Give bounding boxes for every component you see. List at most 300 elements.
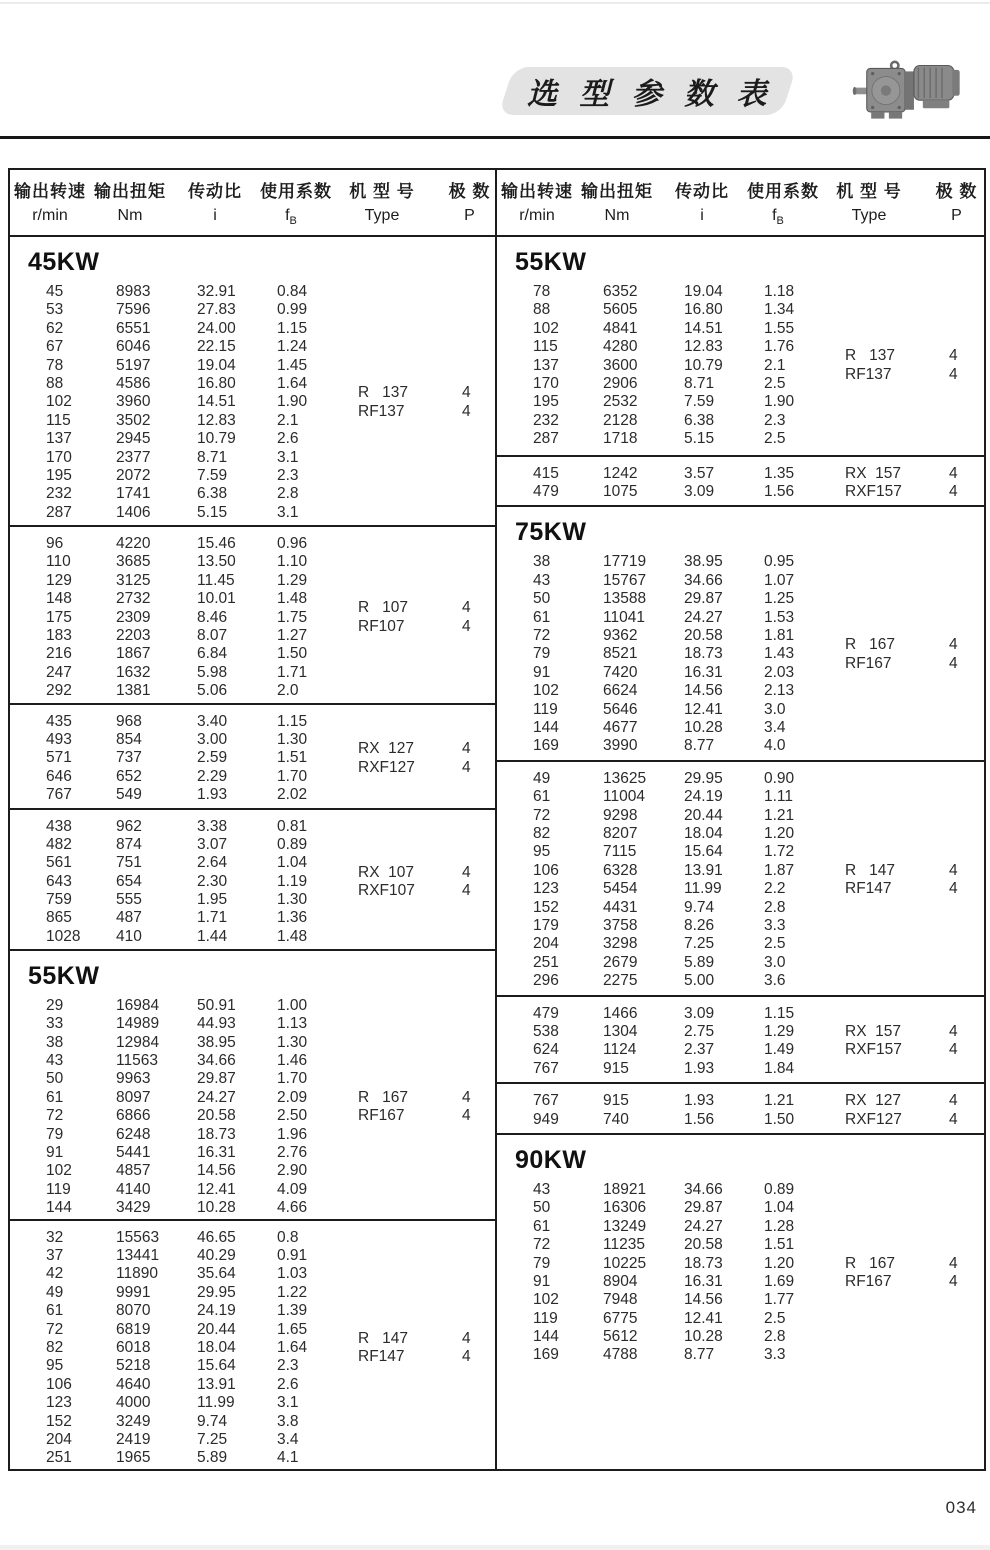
speed-cell: 949 (533, 1110, 559, 1128)
table-row (497, 899, 984, 917)
table-right-half (497, 170, 984, 1469)
speed-cell: 95 (46, 1357, 64, 1375)
torque-cell: 5441 (116, 1143, 151, 1161)
table-row (10, 320, 495, 338)
type-line (358, 1089, 495, 1107)
factor-cell: 1.15 (277, 319, 308, 337)
model-type: R 137 (358, 384, 408, 402)
speed-cell: 43 (533, 1180, 551, 1198)
header-ratio-unit: i (700, 207, 704, 225)
torque-cell: 6624 (603, 682, 638, 700)
torque-cell: 3960 (116, 393, 151, 411)
torque-cell: 11890 (116, 1265, 158, 1283)
pole-count: 4 (462, 758, 471, 776)
ratio-cell: 15.64 (197, 1357, 236, 1375)
factor-cell: 2.3 (277, 1357, 299, 1375)
right-blocks (497, 237, 984, 1469)
column-header-left (10, 170, 495, 237)
factor-cell: 2.8 (277, 485, 299, 503)
model-type: RXF127 (358, 758, 415, 776)
torque-cell: 7115 (603, 843, 637, 861)
speed-cell: 61 (46, 1088, 64, 1106)
ratio-cell: 18.04 (197, 1338, 236, 1356)
ratio-cell: 10.28 (197, 1199, 236, 1217)
ratio-cell: 19.04 (197, 356, 236, 374)
table-row (10, 1199, 495, 1217)
model-type: RX 157 (845, 1022, 902, 1040)
torque-cell: 740 (603, 1110, 629, 1128)
factor-cell: 3.0 (764, 700, 786, 718)
speed-cell: 106 (46, 1375, 72, 1393)
pole-count: 4 (462, 1088, 471, 1106)
table-row (497, 954, 984, 972)
torque-cell: 6819 (116, 1320, 151, 1338)
torque-cell: 4857 (116, 1162, 151, 1180)
table-row (497, 935, 984, 953)
speed-cell: 102 (533, 319, 559, 337)
header-factor-unit: $f_B$ (285, 207, 297, 228)
ratio-cell: 16.80 (684, 301, 723, 319)
ratio-cell: 12.83 (197, 411, 236, 429)
table-row (10, 1162, 495, 1180)
ratio-cell: 10.79 (197, 430, 236, 448)
header-ratio-label: 传动比 (188, 182, 242, 202)
table-row (497, 301, 984, 319)
type-poles-block (845, 1092, 984, 1129)
ratio-cell: 18.73 (197, 1125, 236, 1143)
table-row (10, 1052, 495, 1070)
table-row (497, 590, 984, 608)
page-number: 034 (945, 1498, 977, 1517)
ratio-cell: 5.06 (197, 682, 228, 700)
factor-cell: 4.09 (277, 1180, 308, 1198)
type-poles-block (845, 465, 984, 502)
type-poles-block (845, 1023, 984, 1060)
ratio-cell: 1.93 (684, 1059, 715, 1077)
speed-cell: 38 (46, 1033, 64, 1051)
table-left-half (10, 170, 497, 1469)
type-line (845, 347, 984, 365)
power-section-block (10, 237, 495, 525)
torque-cell: 5612 (603, 1328, 638, 1346)
power-section-block (497, 505, 984, 759)
ratio-cell: 11.45 (197, 571, 235, 589)
torque-cell: 6248 (116, 1125, 151, 1143)
type-line (845, 1041, 984, 1059)
speed-cell: 759 (46, 891, 72, 909)
table-row (10, 1376, 495, 1394)
gear-motor-image (852, 52, 970, 124)
speed-cell: 67 (46, 338, 64, 356)
factor-cell: 2.0 (277, 682, 299, 700)
speed-cell: 251 (46, 1449, 72, 1467)
ratio-cell: 2.75 (684, 1022, 715, 1040)
factor-cell: 1.51 (277, 749, 308, 767)
factor-cell: 1.50 (277, 645, 308, 663)
torque-cell: 5218 (116, 1357, 151, 1375)
speed-cell: 152 (533, 898, 559, 916)
ratio-cell: 1.56 (684, 1110, 715, 1128)
speed-cell: 438 (46, 817, 72, 835)
torque-cell: 1304 (603, 1022, 638, 1040)
ratio-cell: 7.25 (684, 935, 715, 953)
torque-cell: 1406 (116, 503, 151, 521)
model-type: RF147 (845, 880, 892, 898)
torque-cell: 3125 (116, 571, 151, 589)
torque-cell: 16984 (116, 996, 160, 1014)
ratio-cell: 2.64 (197, 854, 228, 872)
selection-parameter-table (8, 168, 986, 1471)
type-line (358, 384, 495, 402)
type-line (358, 1330, 495, 1348)
table-row (497, 1181, 984, 1199)
factor-cell: 1.71 (277, 663, 308, 681)
factor-cell: 1.30 (277, 891, 308, 909)
table-row (497, 737, 984, 755)
speed-cell: 61 (533, 608, 551, 626)
factor-cell: 3.0 (764, 953, 786, 971)
ratio-cell: 6.84 (197, 645, 228, 663)
ratio-cell: 9.74 (684, 898, 715, 916)
factor-cell: 1.69 (764, 1272, 795, 1290)
factor-cell: 2.50 (277, 1107, 308, 1125)
header-type-label: 机 型 号 (836, 182, 902, 202)
torque-cell: 874 (116, 835, 142, 853)
header-type (809, 177, 929, 227)
torque-cell: 1718 (603, 430, 638, 448)
ratio-cell: 8.07 (197, 626, 228, 644)
torque-cell: 6551 (116, 319, 151, 337)
header-type (322, 177, 442, 227)
speed-cell: 129 (46, 571, 72, 589)
model-type: R 147 (845, 861, 895, 879)
speed-cell: 137 (533, 356, 559, 374)
torque-cell: 5605 (603, 301, 638, 319)
torque-cell: 3502 (116, 411, 151, 429)
speed-cell: 61 (46, 1302, 64, 1320)
factor-cell: 1.50 (764, 1110, 795, 1128)
torque-cell: 4841 (603, 319, 638, 337)
speed-cell: 91 (533, 663, 551, 681)
ratio-cell: 24.27 (684, 608, 723, 626)
speed-cell: 137 (46, 430, 72, 448)
pole-count: 4 (462, 1329, 471, 1347)
ratio-cell: 38.95 (684, 553, 723, 571)
torque-cell: 487 (116, 909, 142, 927)
factor-cell: 1.20 (764, 824, 795, 842)
factor-cell: 3.1 (277, 503, 299, 521)
torque-cell: 5197 (116, 356, 151, 374)
torque-cell: 2377 (116, 448, 151, 466)
header-factor (747, 177, 819, 228)
table-row (10, 1126, 495, 1144)
torque-cell: 2532 (603, 393, 638, 411)
model-type: RX 127 (845, 1092, 902, 1110)
torque-cell: 3990 (603, 737, 638, 755)
type-line (358, 1348, 495, 1366)
header-factor-unit: $f_B$ (772, 207, 784, 228)
speed-cell: 561 (46, 854, 72, 872)
torque-cell: 737 (116, 749, 142, 767)
speed-cell: 95 (533, 843, 551, 861)
torque-cell: 6046 (116, 338, 151, 356)
factor-cell: 1.76 (764, 338, 795, 356)
speed-cell: 61 (533, 788, 551, 806)
torque-cell: 1124 (603, 1041, 637, 1059)
factor-cell: 1.77 (764, 1291, 795, 1309)
torque-cell: 8521 (603, 645, 638, 663)
torque-cell: 652 (116, 767, 142, 785)
speed-cell: 115 (533, 338, 558, 356)
model-type: RX 157 (845, 464, 902, 482)
table-row (497, 770, 984, 788)
pole-count: 4 (949, 365, 958, 383)
factor-cell: 1.04 (764, 1199, 795, 1217)
torque-cell: 13249 (603, 1217, 647, 1235)
table-row (10, 664, 495, 682)
table-row (10, 1015, 495, 1033)
speed-cell: 49 (533, 769, 551, 787)
torque-cell: 1381 (116, 682, 151, 700)
factor-cell: 1.30 (277, 1033, 308, 1051)
table-row (497, 1005, 984, 1023)
speed-cell: 435 (46, 712, 72, 730)
ratio-cell: 29.87 (684, 1199, 723, 1217)
ratio-cell: 16.31 (197, 1143, 236, 1161)
factor-cell: 1.29 (277, 571, 308, 589)
model-type: RF167 (845, 654, 892, 672)
ratio-cell: 34.66 (684, 1180, 723, 1198)
ratio-group-block (497, 760, 984, 995)
factor-cell: 2.8 (764, 1328, 786, 1346)
table-row (497, 393, 984, 411)
table-row (10, 504, 495, 522)
factor-cell: 1.27 (277, 626, 308, 644)
factor-cell: 2.5 (764, 374, 786, 392)
factor-cell: 1.21 (764, 1092, 795, 1110)
ratio-cell: 15.46 (197, 534, 236, 552)
factor-cell: 4.66 (277, 1199, 308, 1217)
type-poles-block (358, 599, 495, 636)
ratio-cell: 3.38 (197, 817, 228, 835)
section-title: 75KW (515, 518, 587, 547)
factor-cell: 1.64 (277, 1338, 308, 1356)
torque-cell: 4640 (116, 1375, 151, 1393)
factor-cell: 3.6 (764, 972, 786, 990)
factor-cell: 3.1 (277, 1394, 299, 1412)
header-torque-unit: Nm (604, 207, 630, 225)
table-row (497, 682, 984, 700)
table-row (497, 553, 984, 571)
speed-cell: 415 (533, 464, 559, 482)
ratio-cell: 24.00 (197, 319, 236, 337)
ratio-cell: 16.80 (197, 374, 236, 392)
factor-cell: 2.8 (764, 898, 786, 916)
table-row (10, 449, 495, 467)
torque-cell: 1075 (603, 482, 638, 500)
type-line (358, 759, 495, 777)
table-row (10, 1449, 495, 1467)
ratio-cell: 1.44 (197, 927, 228, 945)
speed-cell: 96 (46, 534, 64, 552)
ratio-cell: 1.93 (197, 786, 228, 804)
torque-cell: 3685 (116, 553, 151, 571)
factor-cell: 1.45 (277, 356, 308, 374)
speed-cell: 175 (46, 608, 72, 626)
pole-count: 4 (949, 1041, 958, 1059)
header-ratio-unit: i (213, 207, 217, 225)
torque-cell: 6866 (116, 1107, 151, 1125)
table-row (497, 972, 984, 990)
ratio-group-block (10, 808, 495, 949)
pole-count: 4 (462, 740, 471, 758)
torque-cell: 17719 (603, 553, 647, 571)
header-poles-unit: P (464, 207, 475, 225)
model-type: RXF107 (358, 881, 415, 899)
speed-cell: 232 (46, 485, 72, 503)
torque-cell: 3758 (603, 916, 638, 934)
ratio-cell: 32.91 (197, 283, 236, 300)
speed-cell: 110 (46, 553, 71, 571)
factor-cell: 0.90 (764, 769, 795, 787)
factor-cell: 3.3 (764, 916, 786, 934)
pole-count: 4 (949, 347, 958, 365)
torque-cell: 1632 (116, 663, 151, 681)
header-torque-unit: Nm (117, 207, 143, 225)
speed-cell: 1028 (46, 927, 81, 945)
torque-cell: 8207 (603, 824, 638, 842)
ratio-cell: 16.31 (684, 663, 723, 681)
table-row (10, 1413, 495, 1431)
speed-cell: 79 (46, 1125, 64, 1143)
speed-cell: 767 (533, 1092, 559, 1110)
header-speed (10, 177, 90, 227)
header-type-unit: Type (364, 207, 400, 225)
table-row (497, 412, 984, 430)
factor-cell: 1.56 (764, 482, 795, 500)
torque-cell: 9298 (603, 806, 638, 824)
torque-cell: 2072 (116, 466, 151, 484)
torque-cell: 2128 (603, 411, 638, 429)
speed-cell: 624 (533, 1041, 559, 1059)
ratio-cell: 34.66 (684, 571, 723, 589)
torque-cell: 13588 (603, 590, 647, 608)
type-poles-block (358, 740, 495, 777)
factor-cell: 1.53 (764, 608, 795, 626)
table-row (10, 553, 495, 571)
torque-cell: 13625 (603, 769, 647, 787)
speed-cell: 88 (46, 374, 64, 392)
factor-cell: 3.3 (764, 1346, 786, 1364)
pole-count: 4 (949, 482, 958, 500)
ratio-cell: 13.50 (197, 553, 236, 571)
ratio-cell: 3.09 (684, 482, 715, 500)
speed-cell: 170 (533, 374, 559, 392)
table-row (497, 917, 984, 935)
factor-cell: 1.48 (277, 927, 308, 945)
header-torque (90, 177, 170, 227)
speed-cell: 79 (533, 1254, 551, 1272)
factor-cell: 1.00 (277, 996, 308, 1014)
speed-cell: 119 (533, 1309, 558, 1327)
type-poles-block (845, 862, 984, 899)
torque-cell: 2419 (116, 1430, 151, 1448)
ratio-cell: 8.71 (197, 448, 228, 466)
header-rule (0, 136, 990, 139)
torque-cell: 4431 (603, 898, 638, 916)
torque-cell: 4140 (116, 1180, 151, 1198)
torque-cell: 5646 (603, 700, 638, 718)
pole-count: 4 (949, 636, 958, 654)
torque-cell: 968 (116, 712, 142, 730)
torque-cell: 4220 (116, 534, 151, 552)
torque-cell: 9991 (116, 1283, 151, 1301)
table-row (497, 1060, 984, 1078)
speed-cell: 287 (46, 503, 72, 521)
torque-cell: 410 (116, 927, 142, 945)
pole-count: 4 (462, 402, 471, 420)
torque-cell: 6328 (603, 861, 638, 879)
model-type: RXF157 (845, 1041, 902, 1059)
table-row (10, 283, 495, 301)
speed-cell: 45 (46, 283, 64, 300)
factor-cell: 2.6 (277, 430, 299, 448)
model-type: R 137 (845, 347, 895, 365)
factor-cell: 0.89 (277, 835, 308, 853)
factor-cell: 1.64 (277, 374, 308, 392)
speed-cell: 53 (46, 301, 64, 319)
pole-count: 4 (949, 1110, 958, 1128)
ratio-cell: 13.91 (197, 1375, 236, 1393)
ratio-cell: 1.71 (197, 909, 228, 927)
ratio-group-block (497, 1082, 984, 1133)
model-type: RF167 (845, 1272, 892, 1290)
ratio-cell: 3.00 (197, 731, 228, 748)
torque-cell: 18921 (603, 1180, 647, 1198)
pole-count: 4 (949, 1022, 958, 1040)
factor-cell: 2.6 (277, 1375, 299, 1393)
table-row (497, 1291, 984, 1309)
header-ratio-label: 传动比 (675, 182, 729, 202)
type-poles-block (845, 1255, 984, 1292)
torque-cell: 654 (116, 872, 142, 890)
type-line (358, 1107, 495, 1125)
speed-cell: 643 (46, 872, 72, 890)
ratio-cell: 20.44 (684, 806, 723, 824)
speed-cell: 102 (533, 682, 559, 700)
table-row (497, 807, 984, 825)
speed-cell: 102 (533, 1291, 559, 1309)
table-row (497, 788, 984, 806)
table-row (10, 535, 495, 553)
pole-count: 4 (462, 617, 471, 635)
ratio-cell: 6.38 (684, 411, 715, 429)
table-row (10, 818, 495, 836)
left-blocks (10, 237, 495, 1469)
factor-cell: 0.84 (277, 283, 308, 300)
ratio-cell: 10.28 (684, 1328, 723, 1346)
torque-cell: 915 (603, 1059, 629, 1077)
speed-cell: 148 (46, 590, 72, 608)
factor-cell: 1.55 (764, 319, 795, 337)
factor-cell: 1.46 (277, 1051, 308, 1069)
header-ratio (657, 177, 747, 227)
title-banner (498, 67, 797, 115)
ratio-cell: 5.89 (684, 953, 715, 971)
torque-cell: 2906 (603, 374, 638, 392)
model-type: R 107 (358, 599, 408, 617)
model-type: RX 107 (358, 863, 415, 881)
